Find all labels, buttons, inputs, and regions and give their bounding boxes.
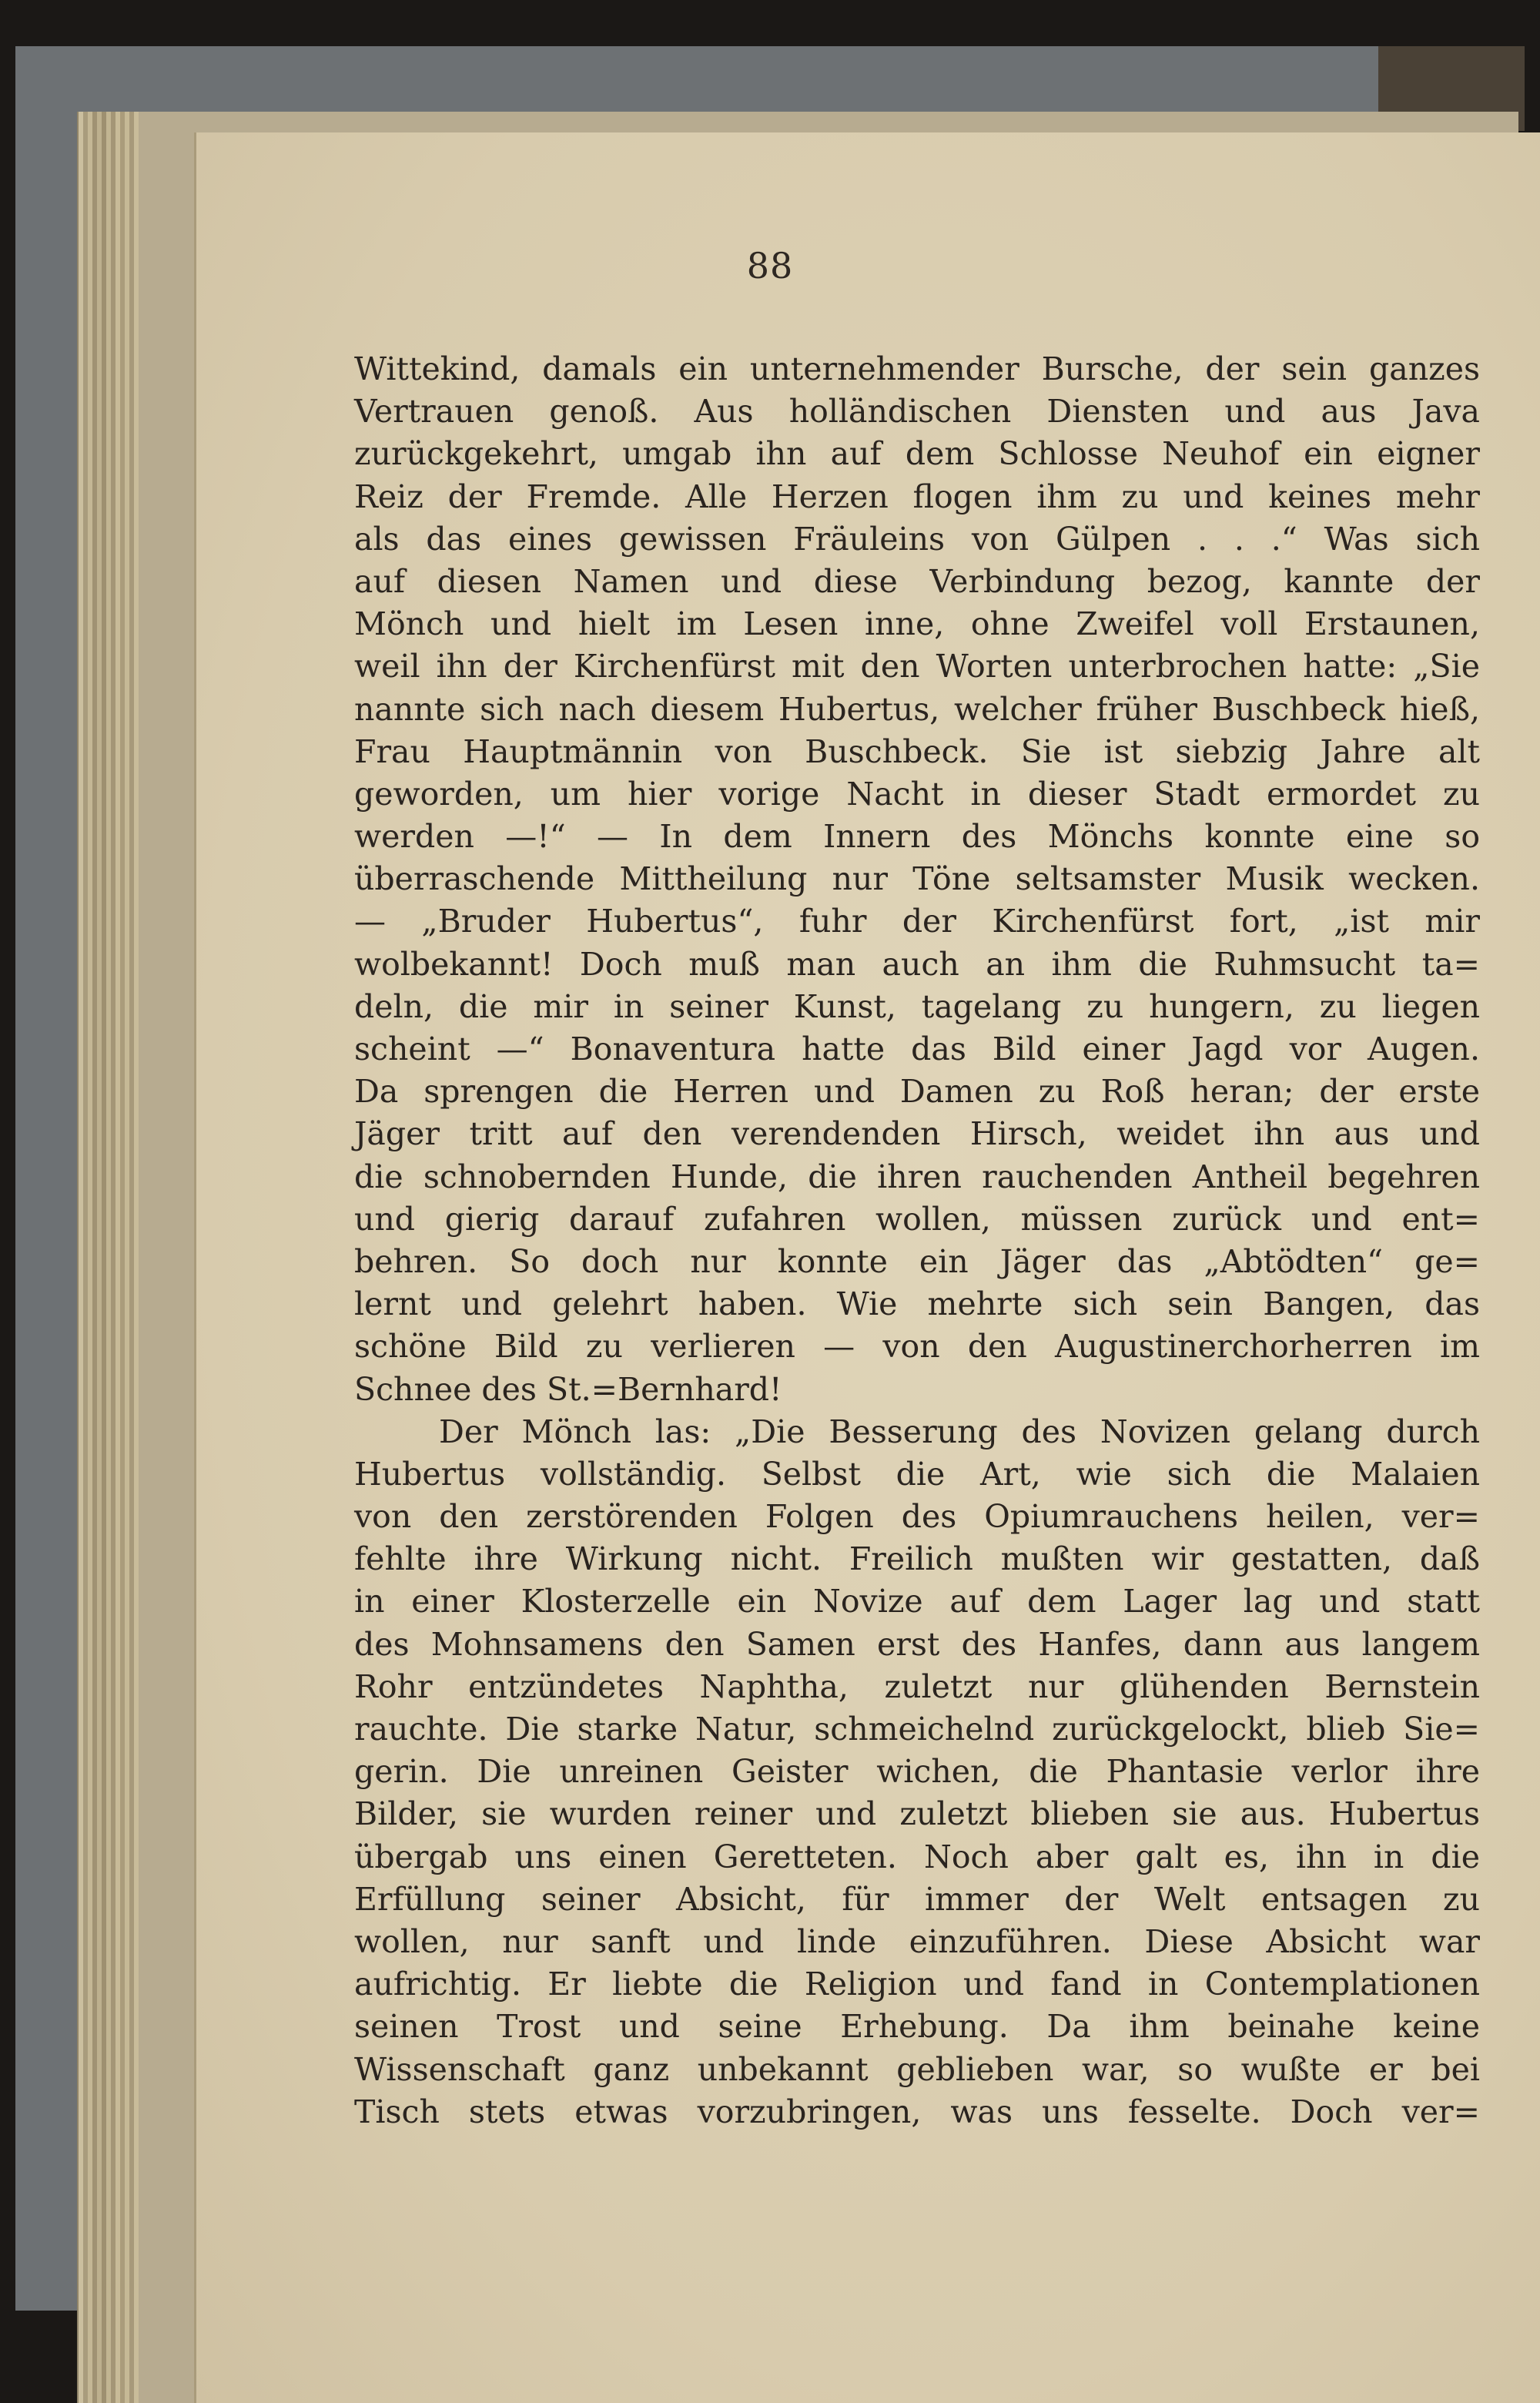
text-line: — „Bruder Hubertus“, fuhr der Kirchenfürst fort, „ist mir: [354, 903, 1480, 940]
text-line: seinen Trost und seine Erhebung. Da ihm beinahe keine: [354, 2008, 1480, 2046]
text-line: Erfüllung seiner Absicht, für immer der Welt entsagen zu: [354, 1880, 1480, 1918]
text-line: und gierig darauf zufahren wollen, müssen zurück und ent=: [354, 1200, 1480, 1238]
text-line: Wittekind, damals ein unternehmender Bursche, der sein ganzes: [354, 350, 1480, 387]
text-line: fehlte ihre Wirkung nicht. Freilich mußten wir gestatten, daß: [354, 1540, 1480, 1578]
text-line: Hubertus vollständig. Selbst die Art, wie sich die Malaien: [354, 1455, 1480, 1493]
text-line: rauchte. Die starke Natur, schmeichelnd zurückgelockt, blieb Sie=: [354, 1711, 1480, 1748]
text-line: als das eines gewissen Fräuleins von Gülpen . . .“ Was sich: [354, 520, 1480, 558]
text-line: aufrichtig. Er liebte die Religion und fand in Contemplationen: [354, 1966, 1480, 2003]
text-line: gerin. Die unreinen Geister wichen, die Phantasie verlor ihre: [354, 1753, 1480, 1791]
text-line: Frau Hauptmännin von Buschbeck. Sie ist siebzig Jahre alt: [354, 732, 1480, 770]
text-line: des Mohnsamens den Samen erst des Hanfes, dann aus langem: [354, 1625, 1480, 1663]
text-line: werden —!“ — In dem Innern des Mönchs konnte eine so: [354, 818, 1480, 856]
text-line: weil ihn der Kirchenfürst mit den Worten unterbrochen hatte: „Sie: [354, 648, 1480, 685]
text-line: Reiz der Fremde. Alle Herzen flogen ihm zu und keines mehr: [354, 478, 1480, 515]
paragraph: [354, 1411, 1480, 2133]
text-line: lernt und gelehrt haben. Wie mehrte sich sein Bangen, das: [354, 1285, 1480, 1323]
text-line: behren. So doch nur konnte ein Jäger das „Abtödten“ ge=: [354, 1242, 1480, 1280]
text-line: in einer Klosterzelle ein Novize auf dem Lager lag und statt: [354, 1583, 1480, 1620]
text-line: Bilder, sie wurden reiner und zuletzt blieben sie aus. Hubertus: [354, 1795, 1480, 1833]
page-body-text: [354, 348, 1480, 2133]
text-line: schöne Bild zu verlieren — von den Augustinerchorherren im: [354, 1328, 1480, 1366]
text-line: deln, die mir in seiner Kunst, tagelang zu hungern, zu liegen: [354, 987, 1480, 1025]
text-line: nannte sich nach diesem Hubertus, welcher früher Buschbeck hieß,: [354, 690, 1480, 728]
text-line: scheint —“ Bonaventura hatte das Bild einer Jagd vor Augen.: [354, 1031, 1480, 1067]
text-line: geworden, um hier vorige Nacht in dieser Stadt ermordet zu: [354, 775, 1480, 813]
text-line: von den zerstörenden Folgen des Opiumrauchens heilen, ver=: [354, 1498, 1480, 1536]
text-line: Tisch stets etwas vorzubringen, was uns fesselte. Doch ver=: [354, 2093, 1480, 2130]
text-line: die schnobernden Hunde, die ihren rauchenden Antheil begehren: [354, 1158, 1480, 1195]
text-line: Schnee des St.=Bernhard!: [354, 1370, 782, 1408]
text-line: auf diesen Namen und diese Verbindung bezog, kannte der: [354, 562, 1480, 600]
text-line: wolbekannt! Doch muß man auch an ihm die Ruhmsucht ta=: [354, 945, 1480, 983]
text-line: Jäger tritt auf den verendenden Hirsch, weidet ihn aus und: [354, 1115, 1480, 1153]
text-line: Wissenschaft ganz unbekannt geblieben war, so wußte er bei: [354, 2050, 1480, 2088]
text-line: Der Mönch las: „Die Besserung des Novizen gelang durch: [439, 1413, 1480, 1450]
text-line: zurückgekehrt, umgab ihn auf dem Schlosse Neuhof ein eigner: [354, 435, 1480, 473]
text-line: Mönch und hielt im Lesen inne, ohne Zweifel voll Erstaunen,: [354, 605, 1480, 643]
paragraph: [354, 348, 1480, 1411]
text-line: übergab uns einen Geretteten. Noch aber galt es, ihn in die: [354, 1838, 1480, 1875]
text-line: Vertrauen genoß. Aus holländischen Diensten und aus Java: [354, 393, 1480, 431]
text-line: Da sprengen die Herren und Damen zu Roß heran; der erste: [354, 1073, 1480, 1111]
text-line: wollen, nur sanft und linde einzuführen. Diese Absicht war: [354, 1922, 1480, 1960]
text-line: überraschende Mittheilung nur Töne seltsamster Musik wecken.: [354, 860, 1480, 898]
text-line: Rohr entzündetes Naphtha, zuletzt nur glühenden Bernstein: [354, 1667, 1480, 1705]
page-number: 88: [746, 245, 794, 287]
